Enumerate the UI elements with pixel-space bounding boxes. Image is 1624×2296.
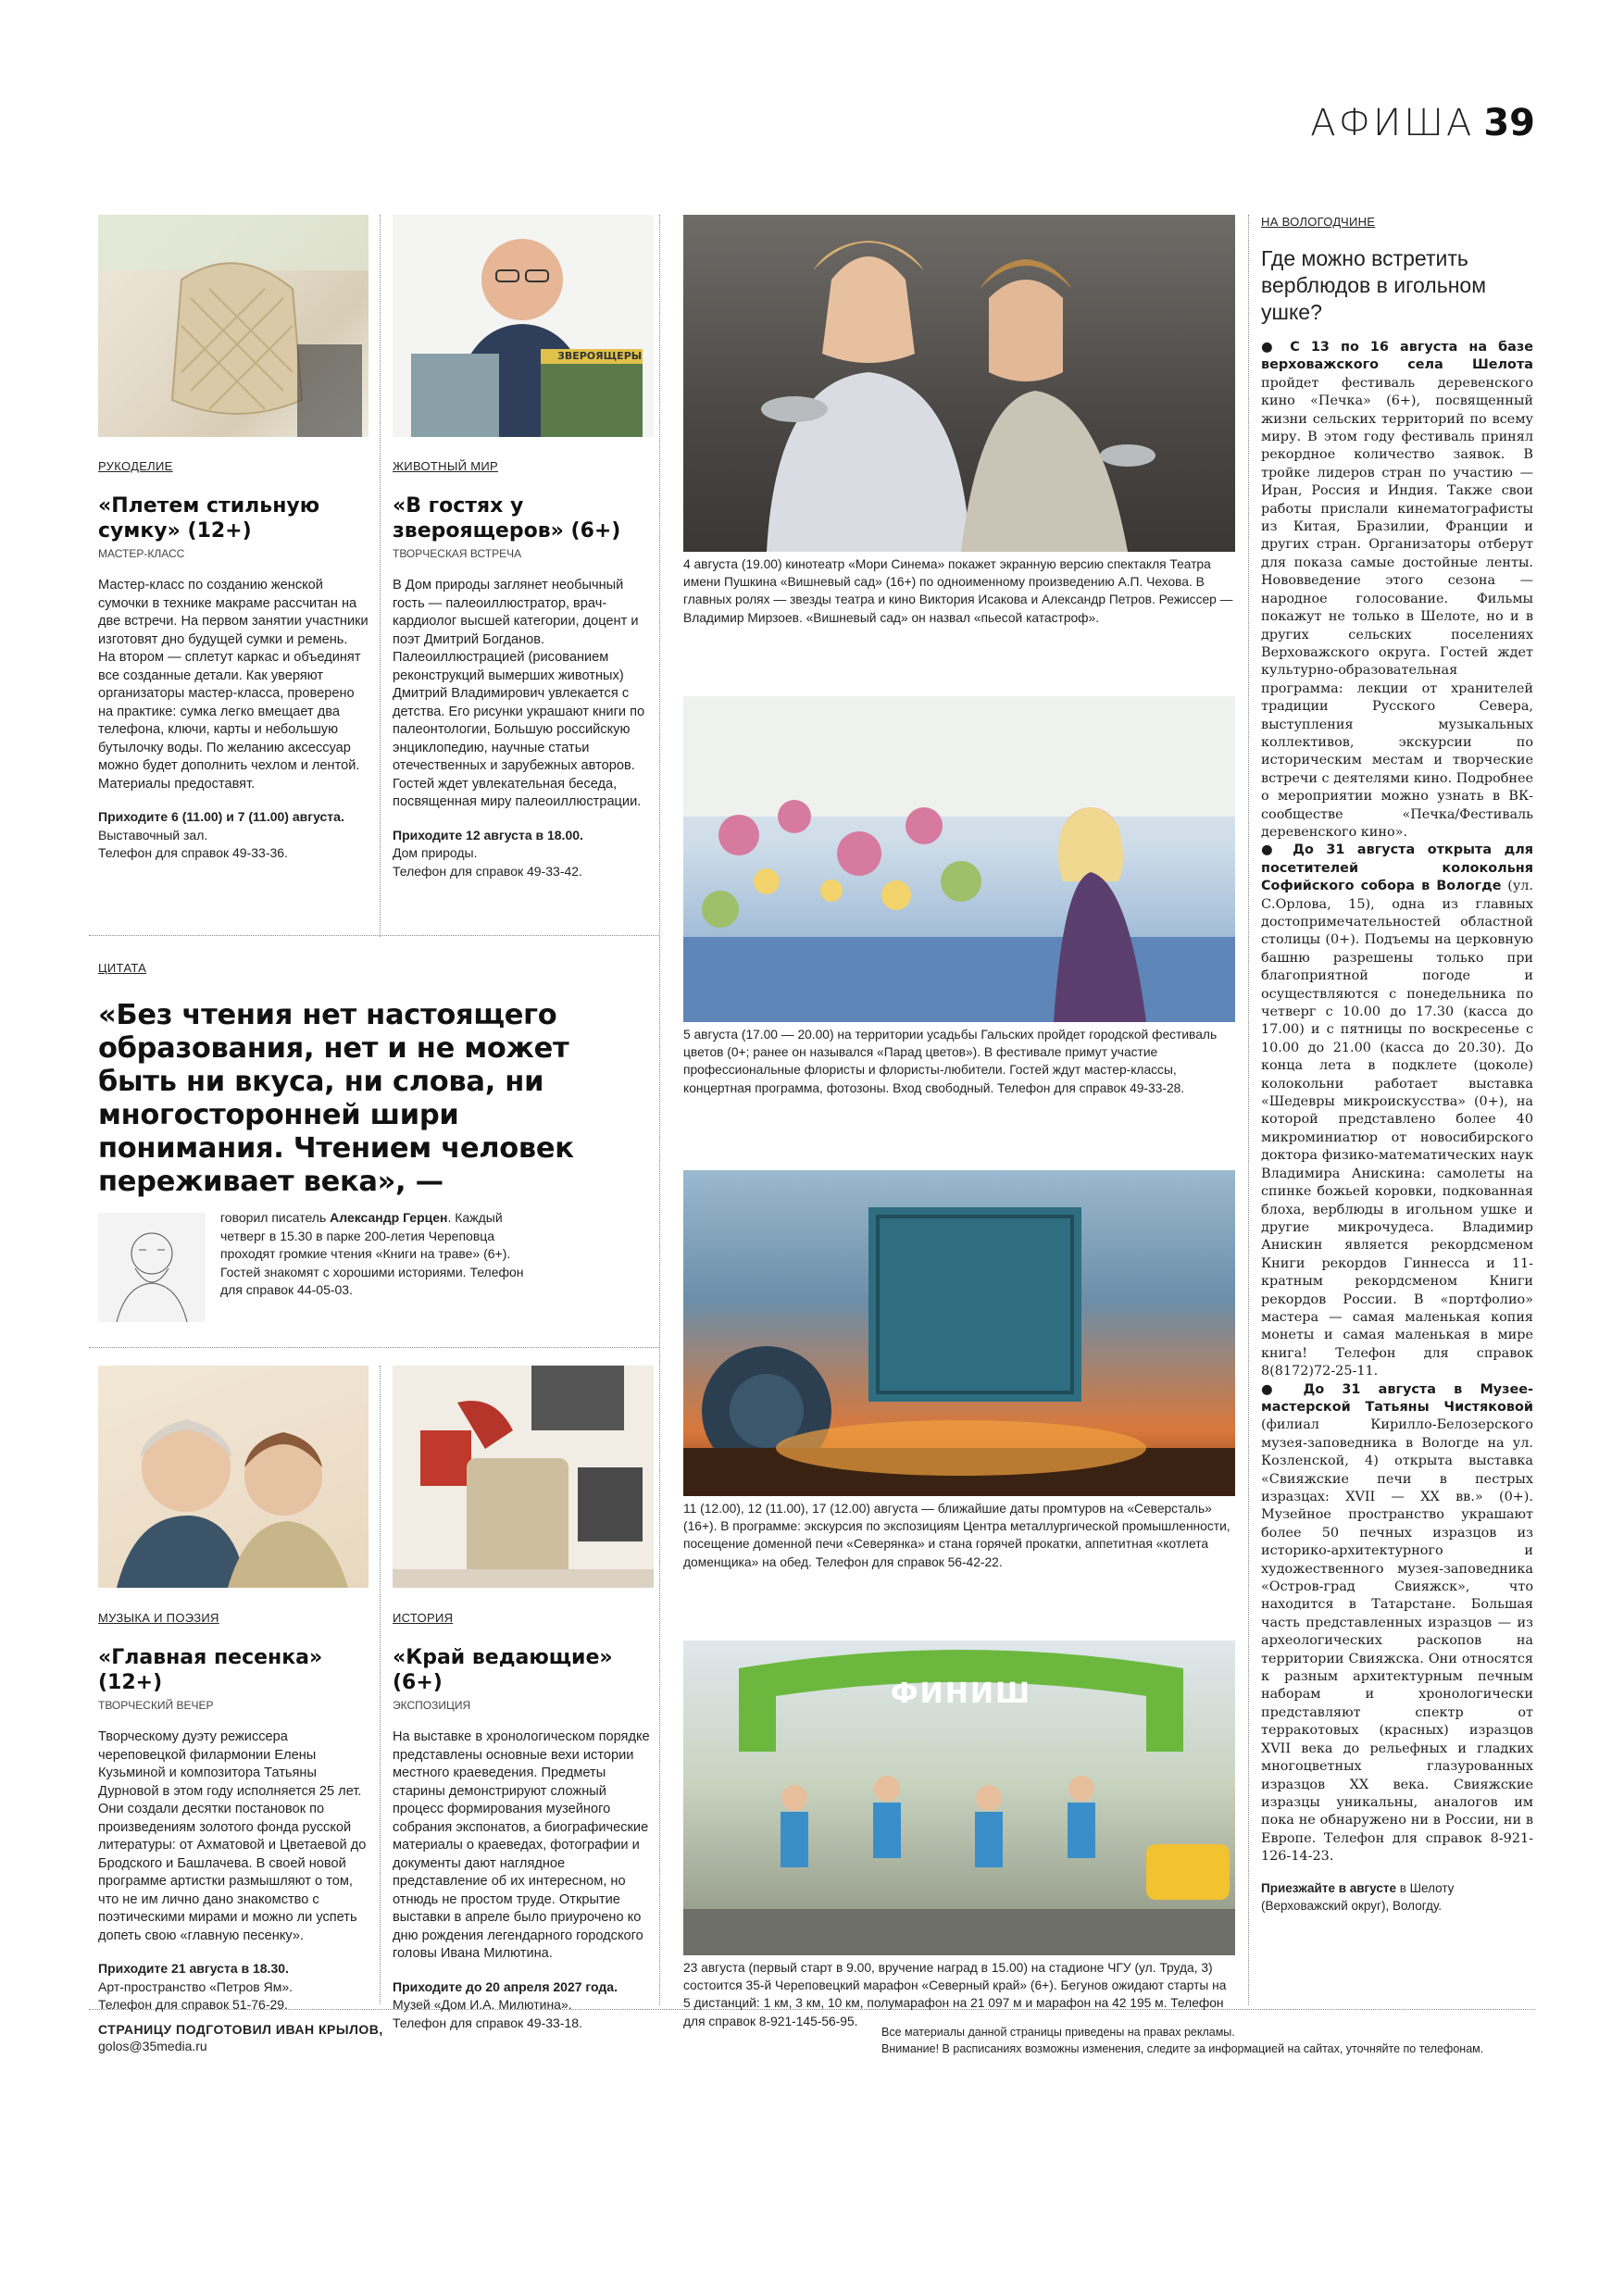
exhibit-illustration — [393, 1366, 654, 1588]
event-place: Арт-пространство «Петров Ям». — [98, 1978, 294, 1994]
section-title: АФИША — [1310, 102, 1475, 144]
quote-attribution — [220, 1209, 526, 1300]
event-when: Приходите до 20 апреля 2027 года. — [393, 1978, 618, 1994]
page-header — [1310, 102, 1535, 144]
article-info — [98, 1960, 369, 2015]
macrame-bag-photo — [98, 215, 369, 437]
paragraph-lead: До 31 августа в Музее-мастерской Татьяны Чистяковой — [1261, 1381, 1533, 1415]
marathon-photo — [683, 1641, 1235, 1955]
region-body — [1261, 339, 1533, 1866]
animals-article — [393, 459, 654, 880]
marathon-caption: 23 августа (первый старт в 9.00, вручение наград в 15.00) на стадионе ЧГУ (ул. Труда, 3) состоится 35-й Череповецкий марафон «Северный край» (6+). Бегунов ожидают старты на 5 дистанций: 1 км, 3 км, 10 км, полумарафон на 21 097 м и марафон на 42 195 м. Телефон для справок 8-921-145-56-95. — [683, 1961, 1227, 2028]
steel-plant-photo — [683, 1170, 1235, 1496]
article-body: Творческому дуэту режиссера череповецкой филармонии Елены Кузьминой и композитора Татьяны Дурновой в этом году исполняется 25 лет. Они создали десятки постановок по произведениям золотого фонда русской литературы: от Ахматовой и Цветаевой до Бродского и Башлачева. В своей новой программе артистки размышляют о том, что не им лично дано знакомство с поэтическими мирами и можно ли успеть допеть свою «главную песенку». — [98, 1729, 367, 1943]
book-title: ЗВЕРОЯЩЕРЫ — [557, 350, 643, 362]
rubric: МУЗЫКА И ПОЭЗИЯ — [98, 1611, 219, 1625]
rubric: РУКОДЕЛИЕ — [98, 459, 173, 473]
column-divider — [1248, 215, 1249, 2005]
article-info — [393, 1978, 654, 2033]
paleoartist-photo — [393, 215, 654, 437]
rubric: ИСТОРИЯ — [393, 1611, 454, 1625]
article-info — [393, 827, 654, 881]
page-footer — [98, 2022, 383, 2053]
footer-email: golos@35media.ru — [98, 2039, 207, 2053]
theatre-photo — [683, 215, 1235, 552]
flower-festival-photo — [683, 696, 1235, 1022]
region-footer-text: в Шелоту (Верховажский округ), Вологду. — [1261, 1880, 1455, 1913]
footer-prepared: СТРАНИЦУ ПОДГОТОВИЛ ИВАН КРЫЛОВ, — [98, 2022, 383, 2037]
craft-article — [98, 459, 369, 863]
event-phone: Телефон для справок 49-33-36. — [98, 845, 288, 860]
music-article — [98, 1611, 369, 2015]
quote-text: «Без чтения нет настоящего образования, нет и не может быть ни вкуса, ни слова, ни многосторонней шири понимания. Чтением человек переживает века», — — [98, 999, 574, 1198]
paragraph-text: пройдет фестиваль деревенского кино «Печка» (6+), посвященный жизни сельских территорий по всему миру. В этом году фестиваль принял рекордное количество заявок. В тройке лидеров стран по участию — Иран, Россия и Индия. Также свои работы прислали кинематографисты из Китая, Бразилии, Франции и других стран. Организаторы отберут для показа самые достойные ленты. Нововведение этого сезона — народное голосование. Фильмы покажут не только в Шелоте, но и в других сельских поселениях Верховажского округа. Гостей ждет культурно-образовательная программа: лекции от хранителей традиции Русского Севера, выступления музыкальных коллективов, экскурсии по историческим местам и творческие встречи с деятелями кино. Подробнее о мероприятии можно узнать в ВК-сообществе «Печка/Фестиваль деревенского кино». — [1261, 375, 1533, 840]
article-subtitle: ТВОРЧЕСКИЙ ВЕЧЕР — [98, 1699, 214, 1712]
herzen-portrait — [98, 1213, 206, 1322]
event-place: Выставочный зал. — [98, 827, 208, 842]
steel-caption: 11 (12.00), 12 (11.00), 17 (12.00) августа — ближайшие даты промтуров на «Северсталь» (16+). В программе: экскурсия по экспозициям Центра металлургической промышленности, посещение доменной печи «Северянка» и стана горячей прокатки, аппетитная «котлета доменщика» на обед. Телефон для справок 56-42-22. — [683, 1502, 1230, 1569]
event-when: Приходите 21 августа в 18.30. — [98, 1961, 289, 1976]
event-place: Музей «Дом И.А. Милютина». — [393, 1997, 572, 2012]
paragraph-lead: До 31 августа открыта для посетителей колокольня Софийского собора в Вологде — [1261, 842, 1533, 894]
museum-exhibit-photo — [393, 1366, 654, 1588]
section-divider — [89, 935, 659, 936]
region-column — [1261, 215, 1533, 1915]
article-subtitle: ЭКСПОЗИЦИЯ — [393, 1699, 471, 1712]
region-paragraph: ● До 31 августа открыта для посетителей колокольня Софийского собора в Вологде (ул. С.Орлова, 15), одна из главных достопримечательностей областной столицы (0+). Подъемы на церковную башню разрешены только при благоприятной погоде и осуществляются с понедельника по четверг с 10.00 до 17.30 (касса до 17.00) и с пятницы по воскресенье с 10.00 до 21.00 (касса до 20.30). До конца лета в подклете (цоколе) колокольни работает выставка «Шедевры микроискусства» (0+), на которой представлено более 40 микроминиатюр от новосибирского доктора физико-математических наук Владимира Анискина: самолеты на спинке божьей коровки, подкованная блоха, верблюды в игольном ушке и другие микрочудеса. Владимир Анискин является рекордсменом Книги рекордов Гиннесса и 11-кратным рекордсменом Книги рекордов России. В «портфолио» мастера — самая маленькая копия монеты и самая маленькая в мире книга! Телефон для справок 8(8172)72-25-11. — [1261, 842, 1534, 1379]
quote-block — [98, 961, 654, 1199]
flowers-caption: 5 августа (17.00 — 20.00) на территории усадьбы Гальских пройдет городской фестиваль цветов (0+; ранее он назывался «Парад цветов»). В фестивале примут участие профессиональные флористы и флористы-любители. Гостей ждут мастер-классы, концертная программа, фотозоны. Вход свободный. Телефон для справок 49-33-28. — [683, 1028, 1218, 1095]
bag-illustration — [98, 215, 369, 437]
quote-author: Александр Герцен — [330, 1210, 448, 1225]
page-number: 39 — [1483, 102, 1535, 144]
article-subtitle: ТВОРЧЕСКАЯ ВСТРЕЧА — [393, 547, 522, 560]
column-divider — [380, 215, 381, 937]
article-info — [98, 808, 369, 863]
article-title: «Главная песенка» (12+) — [98, 1646, 323, 1694]
column-divider — [659, 215, 660, 2005]
event-phone: Телефон для справок 51-76-29. — [98, 1997, 288, 2012]
article-title: «В гостях у звероящеров» (6+) — [393, 494, 621, 543]
article-body: В Дом природы заглянет необычный гость — палеоиллюстратор, врач-кардиолог высшей категории, доцент и поэт Дмитрий Богданов. Палеоиллюстрацией (рисованием реконструкций вымерших животных) Дмитрий Владимирович увлекается с детства. Его рисунки украшают книги по палеонтологии, Большую российскую энциклопедию, научные статьи отечественных и зарубежных авторов. Гостей ждет увлекательная беседа, посвященная миру палеоиллюстрации. — [393, 578, 645, 809]
event-phone: Телефон для справок 49-33-42. — [393, 863, 582, 879]
footer-note: Внимание! В расписаниях возможны изменения, следите за информацией на сайтах, уточняйте по телефонам. — [881, 2042, 1484, 2055]
section-divider — [89, 1347, 659, 1348]
paragraph-lead: С 13 по 16 августа на базе верховажского села Шелота — [1261, 340, 1533, 373]
article-body: Мастер-класс по созданию женской сумочки в технике макраме рассчитан на две встречи. На первом занятии участники изготовят дно будущей сумки и ремень. На втором — сплетут каркас и объединят все созданные детали. Как уверяют организаторы мастер-класса, проверено на практике: сумка легко вмещает два телефона, ключи, карты и небольшую бутылочку воды. По желанию аксессуар можно будет дополнить чехлом и лентой. Материалы предоставят. — [98, 578, 369, 792]
footer-notes — [881, 2024, 1534, 2057]
rubric: НА ВОЛОГОДЧИНЕ — [1261, 215, 1376, 229]
footer-note: Все материалы данной страницы приведены на правах рекламы. — [881, 2026, 1235, 2039]
furnace-illustration — [683, 1170, 1235, 1496]
event-when: Приходите 12 августа в 18.00. — [393, 827, 583, 842]
region-paragraph: ● До 31 августа в Музее-мастерской Татьяны Чистяковой (филиал Кирилло-Белозерского музея-заповедника в Вологде на ул. Козленской, 4) открыта выставка «Свияжские печи в пестрых изразцах: XVII — XX вв.» (0+). Музейное пространство украшают более 50 печных изразцов из историко-архитектурного и художественного музея-заповедника «Остров-град Свияжск», что находится в Татарстане. Большая часть представленных изразцов — из археологических раскопов на территории Свияжска. Они относятся к разным архитектурным печным наборам и хронологически представляют спектр от терракотовых (красных) изразцов XVII века до рельефных и гладких многоцветных глазурованных изразцов XX века. Свияжские изразцы уникальны, аналогов им пока не обнаружено ни в России, ни в Европе. Телефон для справок 8-921-126-14-23. — [1261, 1381, 1533, 1865]
actors-illustration — [683, 215, 1235, 552]
attribution-text: . Каждый четверг в 15.30 в парке 200-летия Череповца проходят громкие чтения «Книги на траве» (6+). Гостей знакомят с хорошими историями. Телефон для справок 44-05-03. — [220, 1210, 524, 1297]
rubric: ЖИВОТНЫЙ МИР — [393, 459, 498, 473]
paragraph-text: (филиал Кирилло-Белозерского музея-заповедника в Вологде на ул. Козленской, 4) открыта выставка «Свияжские печи в пестрых изразцах: XVII — XX вв.» (0+). Музейное пространство украшают более 50 печных изразцов из историко-архитектурного и художественного музея-заповедника «Остров-град Свияжск», что находится в Татарстане. Большая часть представленных изразцов — из археологических раскопов на территории Свияжска. Они относятся к разным архитектурным печным наборам и хронологически представляют спектр от терракотовых (красных) изразцов XVII века до рельефных и гладких многоцветных глазурованных изразцов XX века. Свияжские изразцы уникальны, аналогов им пока не обнаружено ни в России, ни в Европе. Телефон для справок 8-921-126-14-23. — [1261, 1417, 1533, 1865]
region-footer-lead: Приезжайте в августе — [1261, 1880, 1396, 1895]
rubric: ЦИТАТА — [98, 961, 147, 975]
region-paragraph: ● С 13 по 16 августа на базе верховажского села Шелота пройдет фестиваль деревенского кино «Печка» (6+), посвященный жизни сельских территорий по всему миру. В этом году фестиваль принял рекордное количество заявок. В тройке лидеров стран по участию — Иран, Россия и Индия. Также свои работы прислали кинематографисты из Китая, Бразилии, Франции и других стран. Организаторы отберут для показа самые достойные ленты. Нововведение этого сезона — народное голосование. Фильмы покажут не только в Шелоте, но и в других сельских поселениях Верховажского округа. Гостей ждет культурно-образовательная программа: лекции от хранителей традиции Русского Севера, выступления музыкальных коллективов, экскурсии по историческим местам и творческие встречи с деятелями кино. Подробнее о мероприятии можно узнать в ВК-сообществе «Печка/Фестиваль деревенского кино». — [1261, 340, 1533, 840]
column-divider — [380, 1366, 381, 2004]
attribution-prefix: говорил писатель — [220, 1210, 331, 1225]
article-subtitle: МАСТЕР-КЛАСС — [98, 547, 185, 560]
event-place: Дом природы. — [393, 845, 478, 860]
article-title: «Плетем стильную сумку» (12+) — [98, 494, 320, 543]
article-body: На выставке в хронологическом порядке представлены основные вехи истории местного краеведения. Предметы старины демонстрируют сложный процесс формирования музейного собрания экспонатов, а биографические материалы о краеведах, фотографии и документы дают наглядное представление об их интересном, но отнюдь не простом труде. Открытие выставки в апреле было приурочено ко дню рождения легендарного городского головы Ивана Милютина. — [393, 1729, 650, 1961]
finish-banner-text: ФИНИШ — [890, 1678, 1032, 1710]
portrait-engraving — [98, 1213, 206, 1322]
event-when: Приходите 6 (11.00) и 7 (11.00) августа. — [98, 809, 344, 824]
portrait-illustration — [393, 215, 654, 437]
event-phone: Телефон для справок 49-33-18. — [393, 2015, 582, 2030]
region-title: Где можно встретить верблюдов в игольном ушке? — [1261, 246, 1487, 324]
duo-photo — [98, 1366, 369, 1588]
region-footer — [1261, 1879, 1533, 1915]
article-title: «Край ведающие» (6+) — [393, 1646, 613, 1694]
women-illustration — [98, 1366, 369, 1588]
history-article — [393, 1611, 654, 2032]
paragraph-text: (ул. С.Орлова, 15), одна из главных достопримечательностей областной столицы (0+). Подъемы на церковную башню разрешены только при благоприятной погоде и осуществляются с понедельника по четверг с 10.00 до 17.30 (касса до 17.00) и с пятницы по воскресенье с 10.00 до 21.00 (касса до 20.30). До конца лета в подклете (цоколе) колокольни работает выставка «Шедевры микроискусства» (0+), на которой представлено более 40 микроминиатюр от новосибирского доктора физико-математических наук Владимира Анискина: самолеты на спинке божьей коровки, подкованная блоха, верблюды в игольном ушке и другие микрочудеса. Владимир Анискин является рекордсменом Книги рекордов Гиннесса и 11-кратным рекордсменом Книги рекордов России. В «портфолио» мастера — самая маленькая копия монеты и самая маленькая в мире книга! Телефон для справок 8(8172)72-25-11. — [1261, 879, 1534, 1379]
theatre-caption: 4 августа (19.00) кинотеатр «Мори Синема» покажет экранную версию спектакля Театра имени Пушкина «Вишневый сад» (16+) по одноименному произведению А.П. Чехова. В главных ролях — звезды театра и кино Виктория Исакова и Александр Петров. Режиссер — Владимир Мирзоев. «Вишневый сад» он назвал «пьесой катастроф». — [683, 557, 1233, 625]
flowers-illustration — [683, 696, 1235, 1022]
